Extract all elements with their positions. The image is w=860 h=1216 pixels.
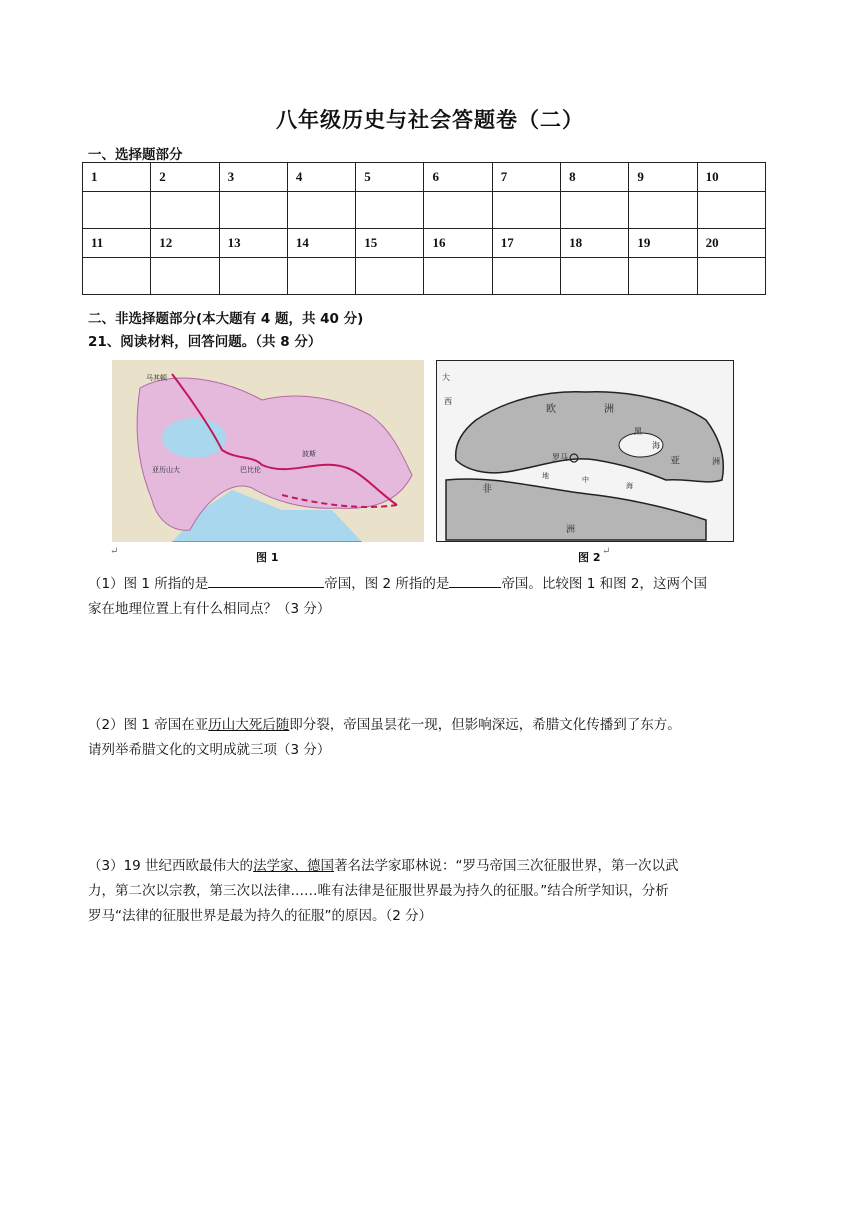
answer-cell[interactable] [287, 258, 355, 295]
answer-cell[interactable] [492, 258, 560, 295]
q1-blank-1[interactable] [208, 573, 324, 588]
q2-text: （2）图 1 帝国在亚 [88, 717, 209, 733]
question-number: 7 [492, 163, 560, 192]
section1-heading: 一、选择题部分 [88, 147, 183, 163]
q3-text: 罗马“法律的征服世界是最为持久的征服”的原因。（2 分） [88, 908, 433, 924]
question-number: 11 [83, 229, 151, 258]
q2-text: 请列举希腊文化的文明成就三项（3 分） [88, 742, 331, 758]
answer-cell[interactable] [83, 258, 151, 295]
answer-cell[interactable] [151, 258, 219, 295]
q3-text: 著名法学家耶林说：“罗马帝国三次征服世界，第一次以武 [334, 858, 679, 874]
figure2-map [436, 360, 734, 542]
fig2-label: 非 [482, 484, 492, 495]
answer-cell[interactable] [356, 192, 424, 229]
fig2-label: 西 [444, 397, 452, 406]
question-number: 20 [697, 229, 765, 258]
answer-cell[interactable] [697, 258, 765, 295]
answer-table-number-row [83, 163, 766, 192]
fig1-label: 马其顿 [146, 374, 167, 382]
answer-cell[interactable] [424, 258, 492, 295]
fig1-label: 巴比伦 [240, 466, 261, 474]
question-number: 12 [151, 229, 219, 258]
q3-text: 力，第二次以宗教，第三次以法律……唯有法律是征服世界最为持久的征服。”结合所学知识，分析 [88, 883, 669, 899]
answer-cell[interactable] [219, 192, 287, 229]
fig2-label: 黑 [634, 427, 642, 436]
fig1-label: 波斯 [302, 450, 316, 458]
answer-cell[interactable] [424, 192, 492, 229]
question-number: 13 [219, 229, 287, 258]
question-number: 6 [424, 163, 492, 192]
answer-table-answer-row [83, 192, 766, 229]
answer-cell[interactable] [219, 258, 287, 295]
figure1-map [112, 360, 424, 542]
fig2-label: 大 [442, 373, 450, 382]
question-1 [88, 572, 778, 622]
question-number: 19 [629, 229, 697, 258]
q1-text: 家在地理位置上有什么相同点？（3 分） [88, 601, 331, 617]
answer-cell[interactable] [561, 258, 629, 295]
answer-cell[interactable] [83, 192, 151, 229]
answer-cell[interactable] [697, 192, 765, 229]
figure2-caption: 图 2 [578, 551, 601, 564]
question-number: 10 [697, 163, 765, 192]
fig2-label: 地 [542, 472, 549, 480]
figure1-caption: 图 1 [256, 551, 279, 564]
q1-text: 帝国，图 2 所指的是 [324, 576, 450, 592]
fig2-label: 洲 [604, 404, 614, 415]
q2-text: 即分裂，帝国虽昙花一现，但影响深远，希腊文化传播到了东方。 [289, 717, 681, 733]
answer-table [82, 162, 766, 295]
answer-cell[interactable] [356, 258, 424, 295]
question-3 [88, 854, 778, 929]
fig2-label: 欧 [546, 404, 556, 415]
answer-table-number-row [83, 229, 766, 258]
question-number: 3 [219, 163, 287, 192]
page-title: 八年级历史与社会答题卷（二） [276, 108, 584, 132]
question-number: 1 [83, 163, 151, 192]
answer-cell[interactable] [561, 192, 629, 229]
answer-cell[interactable] [492, 192, 560, 229]
fig2-label: 亚 [670, 456, 680, 467]
question-number: 5 [356, 163, 424, 192]
question-number: 8 [561, 163, 629, 192]
q1-text: （1）图 1 所指的是 [88, 576, 209, 592]
question-number: 16 [424, 229, 492, 258]
answer-cell[interactable] [629, 258, 697, 295]
return-mark: ↵ [110, 546, 119, 557]
question-number: 2 [151, 163, 219, 192]
q1-text: 帝国。比较图 1 和图 2，这两个国 [501, 576, 707, 592]
fig1-label: 亚历山大 [152, 466, 180, 474]
fig2-label: 海 [652, 441, 660, 450]
question-number: 9 [629, 163, 697, 192]
q1-blank-2[interactable] [449, 573, 501, 588]
question-number: 18 [561, 229, 629, 258]
fig2-label: 中 [582, 476, 589, 484]
answer-cell[interactable] [287, 192, 355, 229]
question-number: 17 [492, 229, 560, 258]
question-number: 14 [287, 229, 355, 258]
q2-underlined-text: 历山大死后随 [208, 717, 290, 733]
fig2-label: 罗马 [552, 453, 568, 462]
fig2-label: 海 [626, 482, 633, 490]
section2-heading: 二、非选择题部分(本大题有 4 题，共 40 分) [88, 311, 364, 327]
q3-underlined-text: 法学家、德国 [253, 858, 335, 874]
return-mark: ↵ [602, 546, 611, 557]
q3-text: （3）19 世纪西欧最伟大的 [88, 858, 254, 874]
answer-cell[interactable] [629, 192, 697, 229]
question-2 [88, 713, 778, 763]
question-number: 4 [287, 163, 355, 192]
answer-cell[interactable] [151, 192, 219, 229]
question-number: 15 [356, 229, 424, 258]
q21-heading: 21、阅读材料，回答问题。（共 8 分） [88, 334, 322, 350]
answer-table-answer-row [83, 258, 766, 295]
fig2-label: 洲 [566, 525, 576, 535]
fig2-label: 洲 [712, 457, 720, 466]
